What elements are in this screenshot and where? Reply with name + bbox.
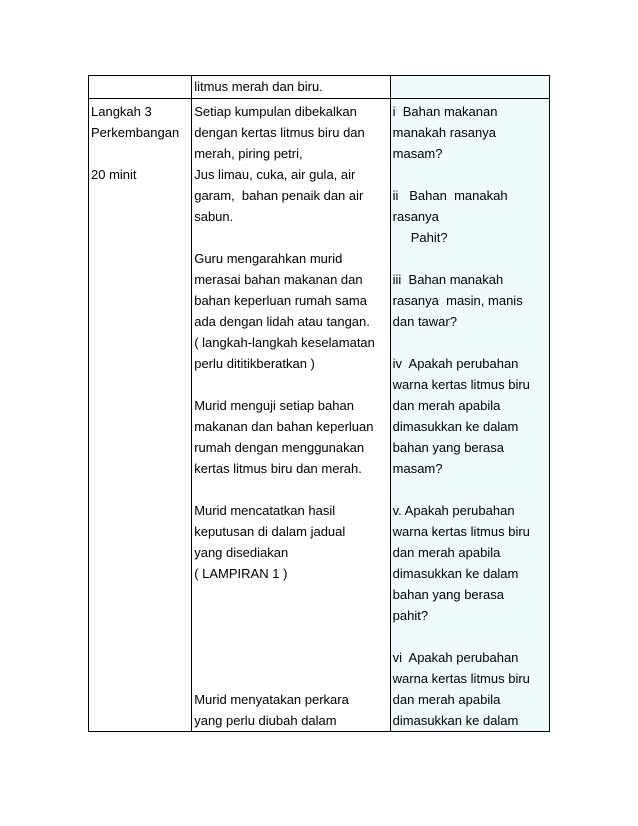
text-line: Perkembangan [91,125,180,140]
text-line: dimasukkan ke dalam [392,419,519,434]
lesson-plan-table [88,75,550,732]
text-line [194,374,388,395]
text-line: bahan yang berasa [392,587,504,602]
activity-cell [192,99,390,732]
text-line: Murid mencatatkan hasil [194,503,336,518]
text-line [194,227,388,248]
text-line: yang disediakan [194,545,289,560]
text-line: Guru mengarahkan murid [194,251,343,266]
text-line: i Bahan makanan [392,104,498,119]
text-line: dan merah apabila [392,398,501,413]
table-row [89,76,550,99]
text-line: warna kertas litmus biru [392,524,530,539]
text-line [194,647,388,668]
text-line: litmus merah dan biru. [194,79,323,94]
text-line: dan tawar? [392,314,457,329]
text-line: merah, piring petri, [194,146,303,161]
text-line: makanan dan bahan keperluan [194,419,374,434]
text-line [194,626,388,647]
text-line: v. Apakah perubahan [392,503,515,518]
text-line: iv Apakah perubahan [392,356,519,371]
text-line: warna kertas litmus biru [392,377,530,392]
text-line [194,584,388,605]
text-line: masam? [392,461,443,476]
text-line: sabun. [194,209,234,224]
activity-cell [192,76,390,99]
text-line: ii Bahan manakah [392,188,508,203]
text-line: dan merah apabila [392,545,501,560]
text-line: garam, bahan penaik dan air [194,188,364,203]
text-line: masam? [392,146,443,161]
step-cell-content [89,99,191,185]
text-line [393,479,548,500]
text-line [194,605,388,626]
text-line: Jus limau, cuka, air gula, air [194,167,356,182]
notes-cell [390,99,549,732]
step-cell [89,76,192,99]
text-line: kertas litmus biru dan merah. [194,461,362,476]
notes-cell [390,76,549,99]
activity-cell-content [192,99,389,731]
table-row [89,99,550,732]
text-line [393,248,548,269]
text-line: bahan yang berasa [392,440,504,455]
text-line: keputusan di dalam jadual [194,524,346,539]
text-line: Setiap kumpulan dibekalkan [194,104,357,119]
text-line [393,626,548,647]
text-line: iii Bahan manakah [392,272,504,287]
text-line: dimasukkan ke dalam [392,713,519,728]
text-line: ( LAMPIRAN 1 ) [194,566,288,581]
text-line [393,164,548,185]
text-line: Murid menguji setiap bahan [194,398,354,413]
text-line [194,668,388,689]
text-line: pahit? [392,608,429,623]
notes-cell-content [391,99,549,731]
text-line: Pahit? [392,230,448,245]
text-line: merasai bahan makanan dan [194,272,363,287]
text-line: ada dengan lidah atau tangan. [194,314,370,329]
text-line: 20 minit [91,167,137,182]
text-line: rasanya [392,209,439,224]
text-line: Murid menyatakan perkara [194,692,349,707]
step-cell [89,99,192,732]
text-line: warna kertas litmus biru [392,671,530,686]
text-line: rumah dengan menggunakan [194,440,365,455]
text-line [393,332,548,353]
text-line: vi Apakah perubahan [392,650,519,665]
text-line: Langkah 3 [91,104,152,119]
text-line: manakah rasanya [392,125,496,140]
activity-cell-content [192,76,389,97]
text-line: bahan keperluan rumah sama [194,293,367,308]
text-line: dan merah apabila [392,692,501,707]
text-line: yang perlu diubah dalam [194,713,337,728]
text-line [194,479,388,500]
text-line: dimasukkan ke dalam [392,566,519,581]
text-line [91,143,190,164]
text-line: perlu dititikberatkan ) [194,356,315,371]
text-line: rasanya masin, manis [392,293,523,308]
text-line: dengan kertas litmus biru dan [194,125,365,140]
text-line: ( langkah-langkah keselamatan [194,335,375,350]
